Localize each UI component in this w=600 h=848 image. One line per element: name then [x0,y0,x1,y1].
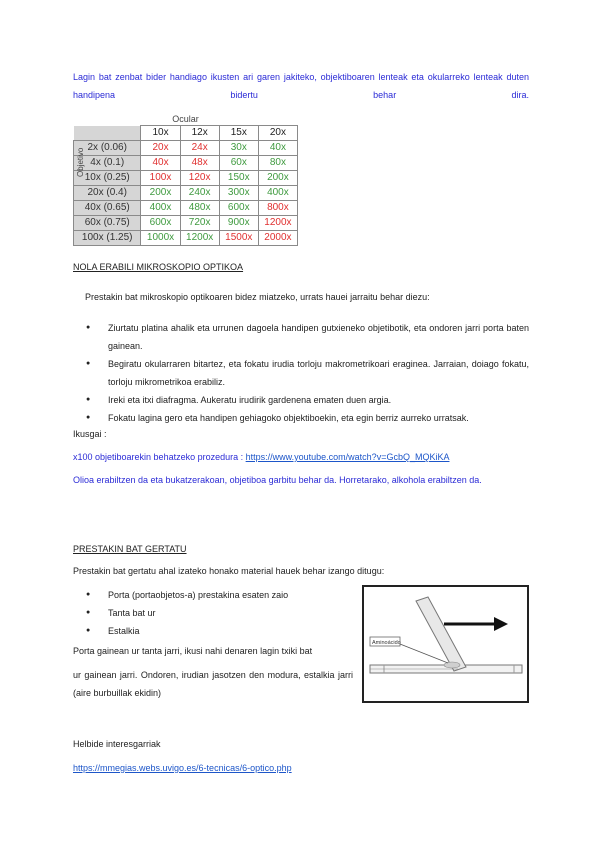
list-item: ● Porta (portaobjetos-a) prestakina esaten zaio [73,586,353,604]
magnification-cell: 1200x [258,216,297,231]
magnification-cell: 1000x [141,231,180,246]
magnification-table [73,114,298,241]
video-line [73,448,529,466]
section2-para2: ur gainean jarri. Ondoren, irudian jasotzen den modura, estalkia jarri (aire burbuillak ekidin) [73,670,353,698]
list-item: ● Tanta bat ur [73,604,353,622]
ikusgai-label: Ikusgai : [73,429,107,439]
magnification-cell: 80x [258,156,297,171]
magnification-cell: 200x [141,186,180,201]
list-item: ● Ziurtatu platina ahalik eta urrunen dagoela handipen gutxieneko objetibotik, eta ondoren jarri porta baten gainean. [73,319,529,355]
magnification-cell: 1500x [219,231,258,246]
table-row [74,141,298,156]
magnification-cell: 20x [141,141,180,156]
magnification-cell: 48x [180,156,219,171]
ocular-label: Ocular [172,114,199,124]
section-heading-microscope: NOLA ERABILI MIKROSKOPIO OPTIKOA [73,262,244,272]
magnification-cell: 150x [219,171,258,186]
links-heading: Helbide interesgarriak [73,739,161,749]
magnification-cell: 720x [180,216,219,231]
magnification-cell: 1200x [180,231,219,246]
objective-cell: 40x (0.65) [74,201,141,216]
magnification-cell: 900x [219,216,258,231]
objective-cell: 2x (0.06) [74,141,141,156]
magnification-cell: 400x [258,186,297,201]
links-line [73,759,529,777]
magnification-cell: 100x [141,171,180,186]
magnification-cell: 400x [141,201,180,216]
objective-cell: 4x (0.1) [74,156,141,171]
oil-note: Olioa erabiltzen da eta bukatzerakoan, objetiboa garbitu behar da. Horretarako, alkohola erabiltzen da. [73,475,482,485]
intro-text: Lagin bat zenbat bider handiago ikusten ari garen jakiteko, objektiboaren lenteak eta okularreko lenteak duten handipena bidertu behar dira. [73,72,529,100]
table-row [74,186,298,201]
water-drop [444,662,460,668]
objective-cell: 20x (0.4) [74,186,141,201]
objective-cell: 60x (0.75) [74,216,141,231]
table-row [74,216,298,231]
magnification-cell: 30x [219,141,258,156]
intro-paragraph [73,68,529,104]
section2-para1: Porta gainean ur tanta jarri, ikusi nahi denaren lagin txiki bat [73,646,313,656]
objective-cell: 10x (0.25) [74,171,141,186]
magnification-cell: 200x [258,171,297,186]
magnification-cell: 480x [180,201,219,216]
objetivo-label: Objetivo [76,147,85,177]
objective-cell: 100x (1.25) [74,231,141,246]
column-header: 15x [219,126,258,141]
coverslip-illustration [364,587,527,701]
section-heading-preparation: PRESTAKIN BAT GERTATU [73,544,187,554]
magnification-cell: 40x [141,156,180,171]
video-link[interactable]: https://www.youtube.com/watch?v=GcbQ_MQKiKA [245,452,450,462]
magnification-cell: 600x [219,201,258,216]
table-row [74,171,298,186]
steps-list [73,319,529,427]
column-header: 10x [141,126,180,141]
mmegias-link[interactable]: https://mmegias.webs.uvigo.es/6-tecnicas/6-optico.php [73,763,292,773]
table-row [74,201,298,216]
list-item: ● Ireki eta itxi diafragma. Aukeratu irudirik gardenena ematen duen argia. [73,391,529,409]
figure-label: Aminoácido [372,640,401,646]
arrow-head-icon [494,617,508,631]
materials-list [73,586,353,640]
column-header: 12x [180,126,219,141]
table-row [74,156,298,171]
coverslip-figure [362,585,529,703]
list-item: ● Begiratu okularraren bitartez, eta fokatu irudia torloju makrometrikoari eraginea. Jarraian, doiago fokatu, torloju mikrometrikoa erabiliz. [73,355,529,391]
magnification-cell: 2000x [258,231,297,246]
magnification-cell: 600x [141,216,180,231]
magnification-cell: 300x [219,186,258,201]
magnification-cell: 24x [180,141,219,156]
video-label: x100 objetiboarekin behatzeko prozedura : [73,452,246,462]
column-header: 20x [258,126,297,141]
list-item: ● Fokatu lagina gero eta handipen gehiagoko objektiboekin, eta egin berriz aurreko urratsak. [73,409,529,427]
magnification-cell: 800x [258,201,297,216]
table-row [74,231,298,246]
list-item: ● Estalkia [73,622,353,640]
magnification-cell: 240x [180,186,219,201]
magnification-cell: 60x [219,156,258,171]
table-corner [74,126,141,141]
section2-intro: Prestakin bat gertatu ahal izateko honako material hauek behar izango ditugu: [73,566,385,576]
magnification-cell: 40x [258,141,297,156]
section1-intro: Prestakin bat mikroskopio optikoaren bidez miatzeko, urrats hauei jarraitu behar diezu: [85,292,430,302]
magnification-cell: 120x [180,171,219,186]
